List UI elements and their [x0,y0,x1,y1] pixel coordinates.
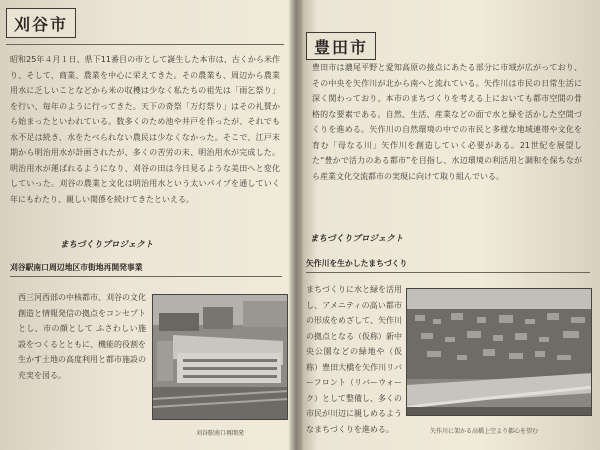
project-title: 矢作川を生かしたまちづくり [306,259,408,268]
page-title-kariya: 刈谷市 [6,8,76,38]
section-heading: まちづくりプロジェクト [60,240,154,250]
project-rule [10,276,282,277]
title-rule [6,44,284,45]
project-title: 刈谷駅南口周辺地区市街地再開発事業 [10,263,143,272]
project-rule [306,272,590,273]
project-description: 西三河西部の中核都市、刈谷の文化創造と情報発信の拠点をコンセプトとし、市の顔として ふさわしい施設をつくるとともに、機能的役割を生かす土地の高度利用と都市施設の充実を図る。 [18,293,146,380]
photo-caption: 刈谷駅南口再開発 [196,430,245,437]
page-title-toyota: 豊田市 [306,32,376,60]
kariya-body-text: 昭和25年４月１日、県下11番目の市として誕生した本市は、古くから米作り、そして、商業、農業を中心に栄えてきた。その農業も、周辺から農業用水に乏しいことなどから米の収穫は少なく私たちの祖先は「雨乞祭り」を行い、毎年のように行ってきた。天下の奇祭「万灯祭り」はその礼賛から始まったといわれている。数多くのため池や井戸を作ったが、それでも水不足は続き、水をたべられない農民は少なくなかった。そこで、江戸末期から明治用水が計画されたが、多くの苦労の末、明治用水が完成した。明治用水が運ばれるようになり、刈谷の田は今日見るような美田へと変化していった。刈谷の農業と文化は明治用水という太いパイプを通していく年にもわたり、親しい関係を続けてきたといえる。 [10,55,280,204]
kariya-station-photo [152,294,288,420]
toyota-body-text: 豊田市は濃尾平野と愛知高原の接点にあたる部分に市域が広がっており、その中央を矢作川が北から南へと流れている。矢作川は市民の日常生活に深く関わっており、本市のまちづくりを考える上においても都市空間の骨格的な要素である。自然、生活、産業などの面で水と緑を活かした空間づくりを進める。矢作川の自然環境の中での市民と多様な地域連帯や文化を育む「母なる川」矢作川を創造していく必要がある。21世紀を展望した“豊かで活力のある都市”を目指し、水辺環境の利活用と調和を保ちながら産業文化交流都市の実現に向けて取り組んでいる。 [312,63,582,181]
section-heading: まちづくりプロジェクト [310,234,404,244]
photo-caption: 矢作川に架かる高橋上空より都心を望む [430,428,539,435]
project-description: まちづくりに水と緑を活用し、アメニティの高い都市の形成をめざして、矢作川の拠点となる（仮称）新中央公園などの緑地や（仮称）豊田大橋を矢作川リバーフロント（リバーウォーク）として整備し、多くの市民が川辺に親しめるようなまちづくりを進める。 [306,285,402,434]
right-page [300,0,600,450]
toyota-aerial-photo [406,288,592,416]
left-page [0,0,292,450]
